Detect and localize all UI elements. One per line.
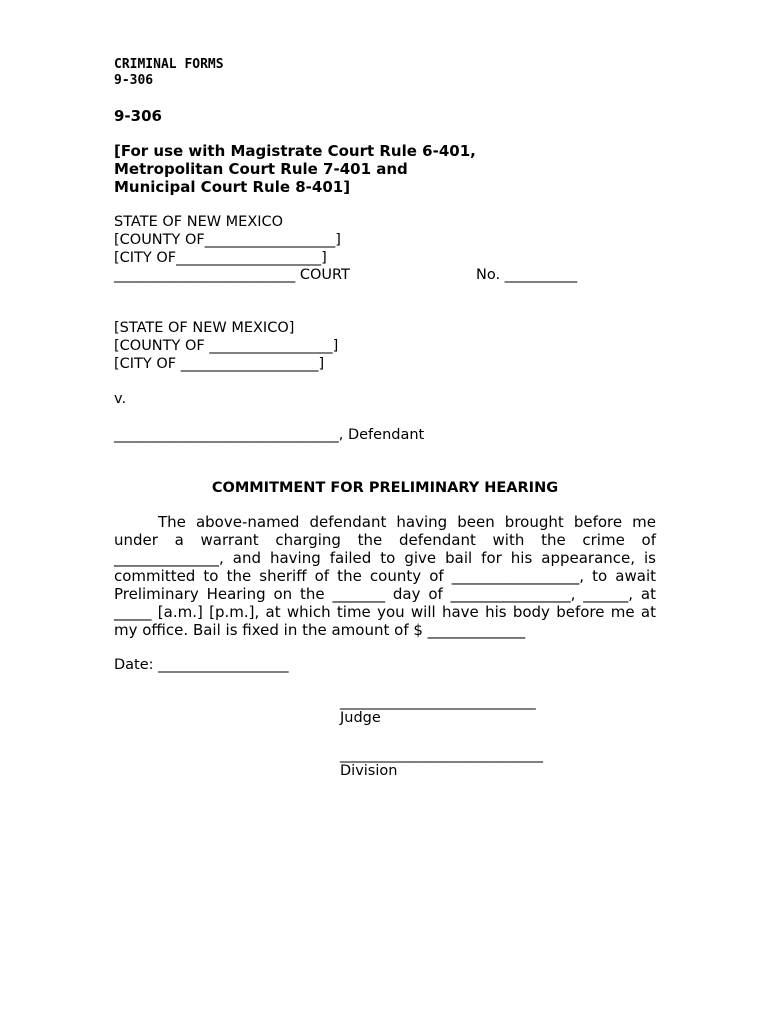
document-title: COMMITMENT FOR PRELIMINARY HEARING [211,480,559,496]
caption-state: STATE OF NEW MEXICO [114,214,284,230]
division-label: Division [340,763,398,779]
paragraph-line-3: ______________, and having failed to give bail for his appearance, is [114,549,656,567]
versus-label: v. [114,391,127,407]
party-county: [COUNTY OF _________________] [114,338,339,354]
paragraph-line-1: The above-named defendant having been brought before me [158,513,656,531]
defendant-line: _______________________________, Defendant [114,427,425,443]
header-form-code: 9-306 [114,73,154,88]
party-city: [CITY OF ___________________] [114,356,325,372]
commitment-paragraph [114,513,656,639]
date-line: Date: __________________ [114,657,289,673]
rule-note-line-2: Metropolitan Court Rule 7-401 and [114,160,408,178]
paragraph-line-6: _____ [a.m.] [p.m.], at which time you will have his body before me at [114,603,656,621]
paragraph-line-2: under a warrant charging the defendant with the crime of [114,531,656,549]
caption-county: [COUNTY OF__________________] [114,232,341,248]
paragraph-line-4: committed to the sheriff of the county of _________________, to await [114,567,656,585]
judge-label: Judge [340,710,381,726]
form-number: 9-306 [114,107,162,125]
caption-city: [CITY OF____________________] [114,250,327,266]
judge-signature-line: ___________________________ [340,694,536,710]
caption-case-number: No. __________ [476,267,578,283]
division-signature-line: ____________________________ [340,747,543,763]
party-state: [STATE OF NEW MEXICO] [114,320,295,336]
paragraph-line-7: my office. Bail is fixed in the amount of $ _____________ [114,621,526,639]
rule-note-line-3: Municipal Court Rule 8-401] [114,178,351,196]
caption-court: _________________________ COURT [114,267,350,283]
paragraph-line-5: Preliminary Hearing on the _______ day of ________________, ______, at [114,585,656,603]
rule-note-line-1: [For use with Magistrate Court Rule 6-401, [114,142,476,160]
header-section-title: CRIMINAL FORMS [114,57,224,72]
